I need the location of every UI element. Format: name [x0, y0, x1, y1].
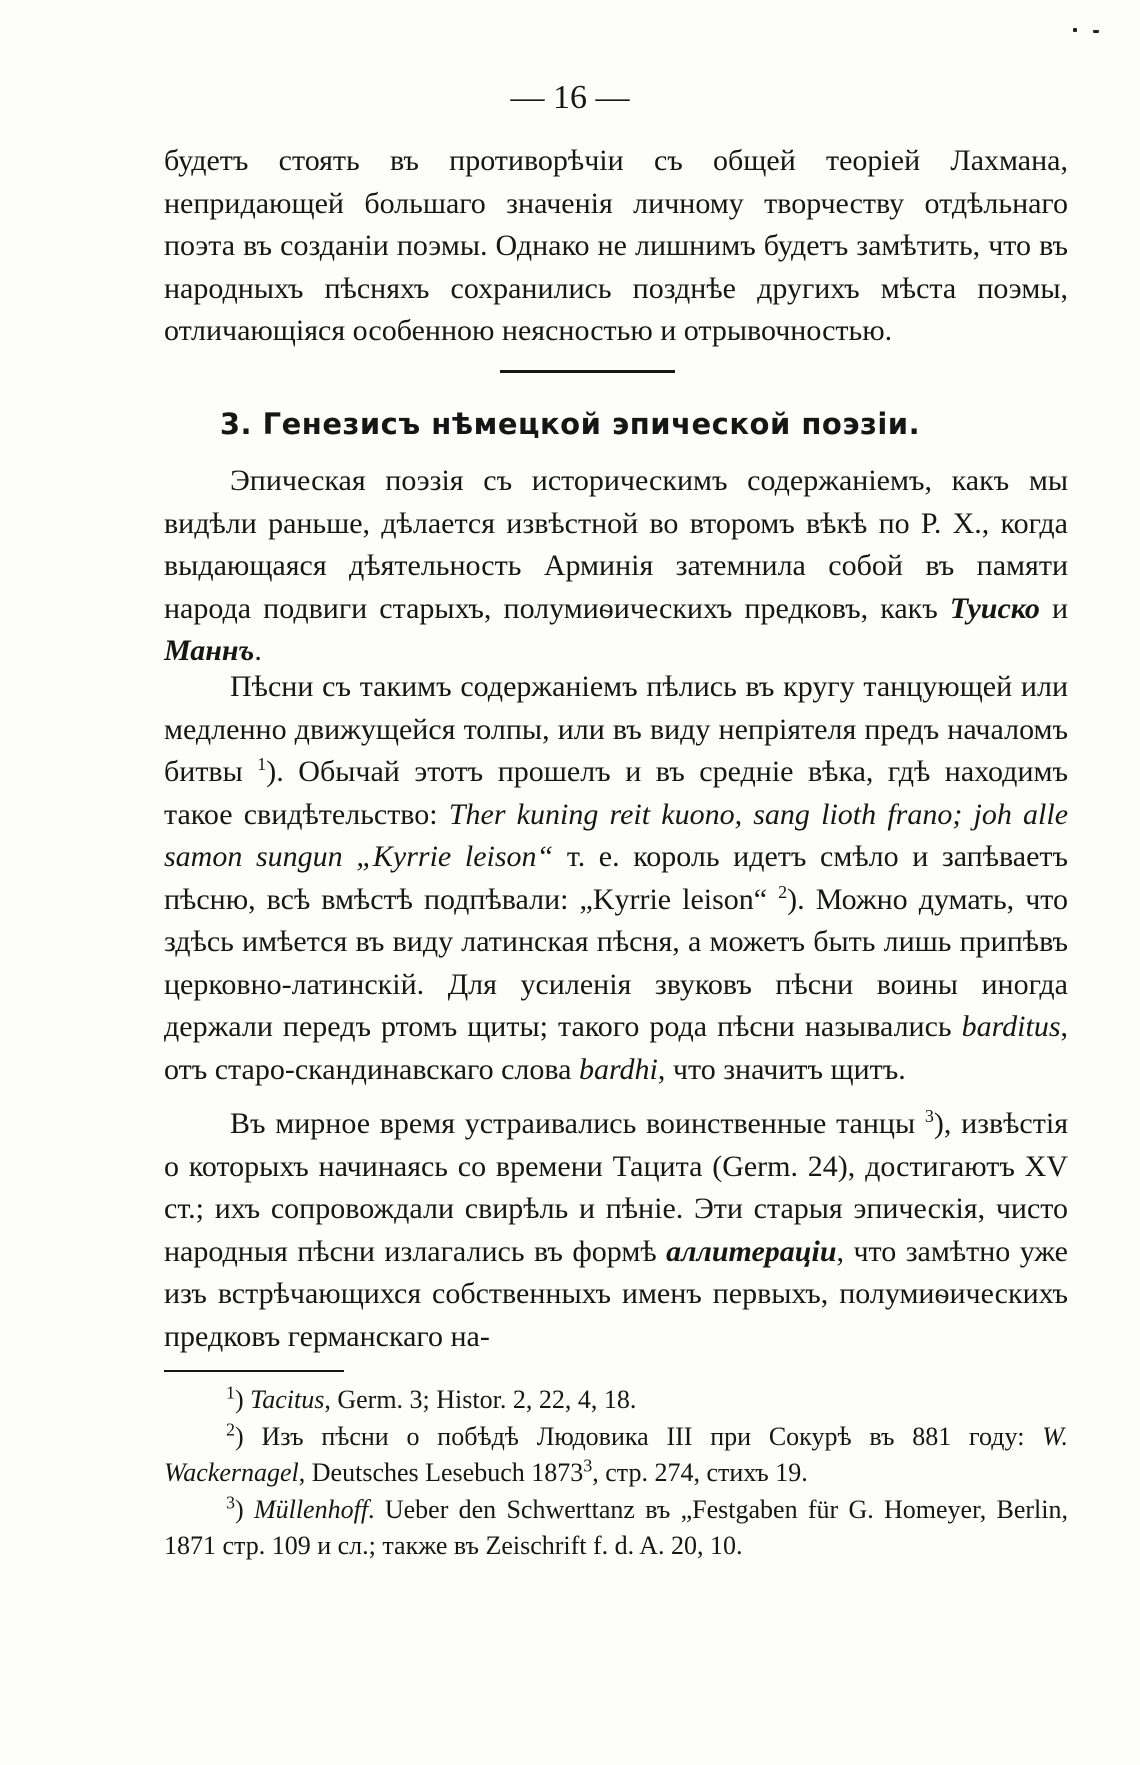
- term-alliteration: аллитерацiи: [666, 1234, 837, 1268]
- paragraph-text: ). Обычай этотъ прошелъ и въ средніе вѣка, гдѣ находимъ такое свидѣтельство:: [164, 755, 1068, 831]
- paragraph-text: Пѣсни съ такимъ содержаніемъ пѣлись въ кругу танцующей или медленно движущейся толпы, или въ виду непріятеля предъ началомъ битвы: [164, 670, 1068, 788]
- paragraph-text: , что значитъ щитъ.: [657, 1052, 906, 1086]
- paragraph-continuation: будетъ стоять въ противорѣчіи съ общей теоріей Лахмана, непридающей большаго значенія личному творчеству отдѣльнаго поэта въ созданіи поэмы. Однако не лишнимъ будетъ замѣтить, что въ народныхъ пѣсняхъ сохранились позднѣе другихъ мѣста поэмы, отличающіяся особенною неясностью и отрывочностью.: [164, 144, 1068, 347]
- paragraph-text: Эпическая поэзія съ историческимъ содержаніемъ, какъ мы видѣли раньше, дѣлается извѣстной во второмъ вѣкѣ по Р. Х., когда выдающаяся дѣятельность Арминія затемнила собой въ памяти народа подвиги старыхъ, полумиѳическихъ предковъ, какъ: [164, 464, 1068, 625]
- paragraph-text: Въ мирное время устраивались воинственные танцы: [230, 1107, 916, 1140]
- footnote-3: $^3$) Müllenhoff. Ueber den Schwerttanz въ „Festgaben für G. Homeyer, Berlin, 1871 стр. 109 и сл.; также въ Zeischrift f. d. A. 20, 10.: [164, 1491, 1068, 1560]
- edition-mark: 3: [583, 1455, 593, 1476]
- footnotes: [164, 1382, 1068, 1565]
- footnote-mark: 2: [226, 1418, 235, 1439]
- footnote-text: , Germ. 3; Histor. 2, 22, 4, 18.: [324, 1385, 637, 1414]
- footnote-text: . Ueber den Schwerttanz въ „Festgaben für G. Homeyer, Berlin, 1871 стр. 109 и сл.; также въ Zeischrift f. d. A. 20, 10.: [164, 1494, 1068, 1560]
- footnote-mark: 1: [226, 1382, 235, 1403]
- footnote-author: W. Wackernagel: [164, 1421, 1069, 1487]
- footnote-divider: [164, 1370, 344, 1372]
- term-bardhi: bardhi: [579, 1052, 658, 1086]
- footnote-ref-3[interactable]: 3: [924, 1106, 934, 1126]
- term-barditus: barditus: [961, 1010, 1061, 1043]
- footnote-author: Müllenhoff: [253, 1494, 369, 1524]
- paragraph-text: ). Можно думать, что здѣсь имѣется въ виду латинская пѣсня, а можетъ быть лишь припѣвъ церковно-латинскій. Для усиленія звуковъ пѣсни воины иногда держали передъ ртомъ щиты; такого рода пѣсни назывались: [164, 882, 1069, 1043]
- footnote-text: Изъ пѣсни о побѣдѣ Людовика III при Сокурѣ въ 881 году:: [261, 1421, 1025, 1451]
- paragraph-text: , отъ старо-скандинавскаго слова: [164, 1010, 1068, 1086]
- name-mann: Маннъ: [164, 634, 255, 667]
- footnote-text: , стр. 274, стихъ 19.: [592, 1458, 808, 1487]
- footnote-2: $^2$) Изъ пѣсни о побѣдѣ Людовика III при Сокурѣ въ 881 году: W. Wackernagel, Deutsches Lesebuch 1873$^3$, стр. 274, стихъ 19.: [164, 1418, 1069, 1487]
- paragraph-epic-poetry: [164, 460, 1068, 673]
- section-divider: [500, 370, 675, 373]
- paragraph-war-dances: [164, 1103, 1068, 1358]
- conjunction: и: [1051, 591, 1068, 625]
- footnote-ref-2[interactable]: 2: [778, 881, 788, 902]
- paragraph-text: , что замѣтно уже изъ встрѣчающихся собственныхъ именъ первыхъ, полумиѳическихъ предковъ германскаго на-: [164, 1234, 1068, 1353]
- footnote-mark: 3: [226, 1491, 235, 1512]
- paragraph-songs: [164, 666, 1068, 1091]
- paragraph-text: т. е. король идетъ смѣло и запѣваетъ пѣсню, всѣ вмѣстѣ подпѣвали: „Kyrrie leison“: [164, 840, 1069, 916]
- period: .: [254, 634, 262, 667]
- footnote-1: $^1$) Tacitus, Germ. 3; Histor. 2, 22, 4, 18.: [226, 1382, 637, 1414]
- name-tuisko: Туиско: [949, 591, 1040, 625]
- page-number: — 16 —: [510, 79, 630, 116]
- quote-old-high-german: Ther kuning reit kuono, sang lioth frano; joh alle samon sungun „Kyrrie leison“: [164, 797, 1069, 873]
- print-speck: [1093, 30, 1099, 33]
- footnote-author: Tacitus: [250, 1385, 325, 1414]
- section-heading: 3. Генезисъ нѣмецкой эпической поэзіи.: [219, 407, 921, 441]
- footnote-text: , Deutsches Lesebuch 1873: [298, 1458, 584, 1487]
- footnote-ref-1[interactable]: 1: [257, 754, 267, 774]
- print-speck: [1073, 28, 1077, 32]
- paragraph-text: ), извѣстія о которыхъ начинаясь со времени Тацита (Germ. 24), достигаютъ XV ст.; ихъ сопровождали свирѣль и пѣніе. Эти старыя эпическія, чисто народныя пѣсни излагались въ формѣ: [164, 1107, 1068, 1268]
